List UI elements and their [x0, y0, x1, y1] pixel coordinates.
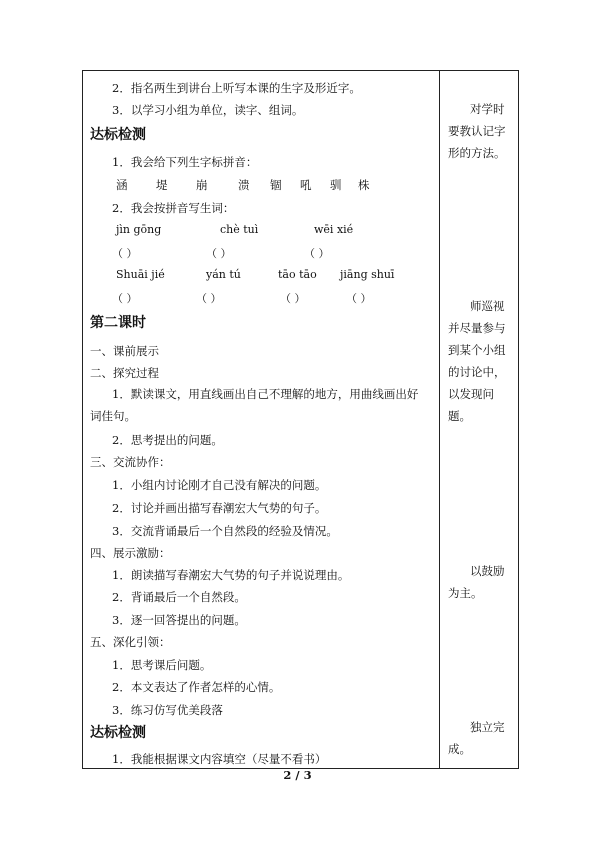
side-notes-column — [440, 70, 519, 769]
char-2: 堤 — [156, 178, 168, 192]
pinyin-2-3: tāo tāo — [278, 268, 317, 281]
lesson2-s3-item3: 3．交流背诵最后一个自然段的经验及情况。 — [112, 524, 338, 538]
lesson2-s5-item1: 1．思考课后问题。 — [112, 658, 212, 672]
char-7: 驯 — [330, 178, 342, 192]
lesson2-s2: 二、探究过程 — [90, 366, 159, 380]
side-note-3: 以鼓励为主。 — [448, 564, 505, 600]
side-note-2: 师巡视并尽量参与到某个小组的讨论中，以发现问题。 — [448, 299, 506, 423]
side-note-1: 对学时要教认记字形的方法。 — [448, 102, 506, 160]
lesson2-s5-item2: 2．本文表达了作者怎样的心情。 — [112, 680, 281, 694]
pinyin-1-3: wēi xié — [314, 223, 354, 236]
lesson2-s3-item1: 1．小组内讨论刚才自己没有解决的问题。 — [112, 478, 327, 492]
lesson2-s3: 三、交流协作： — [90, 455, 171, 469]
lesson2-s1: 一、课前展示 — [90, 344, 159, 358]
lesson2-s4-item3: 3．逐一回答提出的问题。 — [112, 613, 246, 627]
pinyin-2-1: Shuāi jié — [116, 268, 165, 281]
pinyin-1-1: jìn gōng — [116, 223, 162, 236]
char-3: 崩 — [196, 178, 208, 192]
check1-q2: 2．我会按拼音写生词： — [112, 201, 235, 215]
lesson2-s5-item3: 3．练习仿写优美段落 — [112, 703, 223, 717]
side-note-4: 独立完成。 — [448, 720, 505, 756]
lesson2-s2-item1: 1．默读课文，用直线画出自己不理解的地方，用曲线画出好词佳句。 — [90, 387, 419, 423]
section1-item-2: 2．指名两生到讲台上听写本课的生字及形近字。 — [112, 81, 361, 95]
section1-item-3: 3．以学习小组为单位，读字、组词。 — [112, 103, 304, 117]
lesson2-s4: 四、展示激励： — [90, 546, 171, 560]
paren-2-1: （ ） — [112, 292, 138, 305]
paren-1-1: （ ） — [112, 247, 138, 260]
char-5: 锢 — [270, 178, 282, 192]
pinyin-2-2: yán tú — [206, 268, 241, 281]
paren-1-2: （ ） — [206, 247, 232, 260]
pinyin-2-4: jiāng shuī — [340, 268, 395, 281]
main-column — [82, 70, 439, 769]
check1-heading: 达标检测 — [90, 127, 146, 143]
paren-2-3: （ ） — [280, 292, 306, 305]
char-4: 溃 — [238, 178, 250, 192]
paren-2-2: （ ） — [196, 292, 222, 305]
char-8: 株 — [358, 178, 370, 192]
check2-heading: 达标检测 — [90, 725, 146, 741]
char-1: 涵 — [116, 178, 128, 192]
lesson2-s3-item2: 2．讨论并画出描写春潮宏大气势的句子。 — [112, 501, 327, 515]
page-number: 2 / 3 — [283, 768, 312, 782]
lesson2-s4-item1: 1．朗读描写春潮宏大气势的句子并说说理由。 — [112, 568, 350, 582]
paren-2-4: （ ） — [346, 292, 372, 305]
lesson2-s2-item2: 2．思考提出的问题。 — [112, 433, 223, 447]
lesson2-heading: 第二课时 — [90, 315, 146, 331]
check1-q1: 1．我会给下列生字标拼音： — [112, 155, 258, 169]
pinyin-1-2: chè tuì — [220, 223, 259, 236]
paren-1-3: （ ） — [304, 247, 330, 260]
lesson2-s5: 五、深化引领： — [90, 635, 171, 649]
char-6: 吼 — [300, 178, 312, 192]
lesson2-s4-item2: 2．背诵最后一个自然段。 — [112, 590, 246, 604]
check2-q1: 1．我能根据课文内容填空（尽量不看书） — [112, 752, 327, 766]
